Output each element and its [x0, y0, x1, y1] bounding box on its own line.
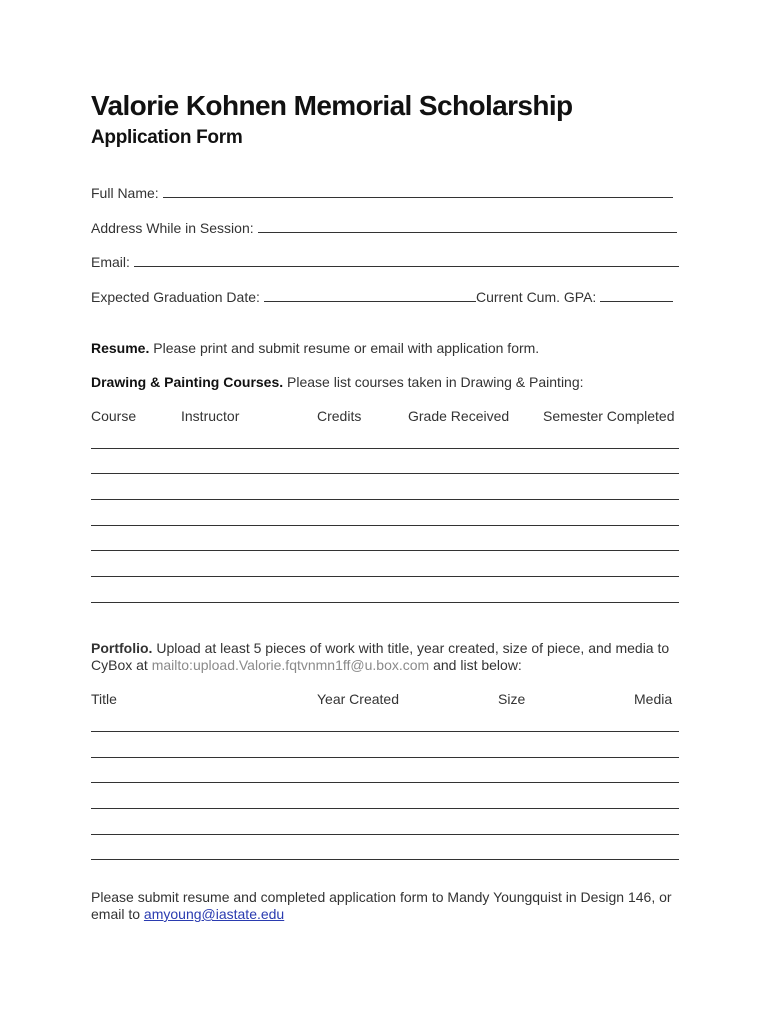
grade-column-header: Grade Received	[408, 408, 510, 424]
portfolio-entry-line[interactable]	[91, 808, 679, 809]
portfolio-instruction	[91, 640, 681, 674]
courses-instruction	[91, 374, 584, 390]
course-entry-line[interactable]	[91, 473, 679, 474]
cybox-mailto-link[interactable]: mailto:upload.Valorie.fqtvnmn1ff@u.box.com	[151, 657, 430, 673]
full-name-line[interactable]	[163, 196, 673, 198]
submission-instruction	[91, 889, 681, 923]
course-entry-line[interactable]	[91, 602, 679, 603]
graduation-date-line[interactable]	[264, 300, 476, 302]
submission-text-line2: email to	[91, 906, 144, 922]
portfolio-entry-line[interactable]	[91, 731, 679, 732]
year-created-column-header: Year Created	[317, 691, 399, 707]
resume-label: Resume.	[91, 340, 150, 356]
portfolio-entry-line[interactable]	[91, 834, 679, 835]
portfolio-entry-line[interactable]	[91, 859, 679, 860]
portfolio-text-line2a: CyBox at	[91, 657, 152, 673]
submission-text-line1: Please submit resume and completed application form to Mandy Youngquist in Design 146, or	[91, 889, 672, 905]
gpa-line[interactable]	[600, 300, 673, 302]
email-line[interactable]	[134, 265, 679, 267]
course-entry-line[interactable]	[91, 448, 679, 449]
credits-column-header: Credits	[317, 408, 362, 424]
email-label: Email:	[91, 254, 130, 270]
email-field[interactable]	[91, 250, 679, 270]
course-entry-line[interactable]	[91, 499, 679, 500]
portfolio-entry-line[interactable]	[91, 782, 679, 783]
media-column-header: Media	[634, 691, 673, 707]
portfolio-label: Portfolio.	[91, 640, 153, 656]
address-line[interactable]	[258, 231, 677, 233]
contact-email-link[interactable]: amyoung@iastate.edu	[143, 906, 285, 922]
resume-instruction	[91, 340, 539, 356]
address-field[interactable]	[91, 216, 677, 236]
portfolio-text-line2b: and list below:	[429, 657, 522, 673]
instructor-column-header: Instructor	[181, 408, 240, 424]
resume-text: Please print and submit resume or email with application form.	[149, 340, 540, 356]
graduation-date-label: Expected Graduation Date:	[91, 289, 260, 305]
title-column-header: Title	[91, 691, 117, 707]
full-name-field[interactable]	[91, 181, 673, 201]
size-column-header: Size	[498, 691, 526, 707]
form-subtitle: Application Form	[91, 127, 243, 148]
courses-label: Drawing & Painting Courses.	[91, 374, 284, 390]
course-entry-line[interactable]	[91, 576, 679, 577]
full-name-label: Full Name:	[91, 185, 159, 201]
course-entry-line[interactable]	[91, 550, 679, 551]
courses-text: Please list courses taken in Drawing & Painting:	[283, 374, 584, 390]
portfolio-text-line1: Upload at least 5 pieces of work with title, year created, size of piece, and media to	[152, 640, 670, 656]
portfolio-entry-line[interactable]	[91, 757, 679, 758]
semester-column-header: Semester Completed	[543, 408, 675, 424]
gpa-field[interactable]	[476, 285, 673, 305]
course-entry-line[interactable]	[91, 525, 679, 526]
gpa-label: Current Cum. GPA:	[476, 289, 597, 305]
course-column-header: Course	[91, 408, 137, 424]
address-label: Address While in Session:	[91, 220, 254, 236]
form-title: Valorie Kohnen Memorial Scholarship	[91, 90, 573, 121]
graduation-date-field[interactable]	[91, 285, 476, 305]
